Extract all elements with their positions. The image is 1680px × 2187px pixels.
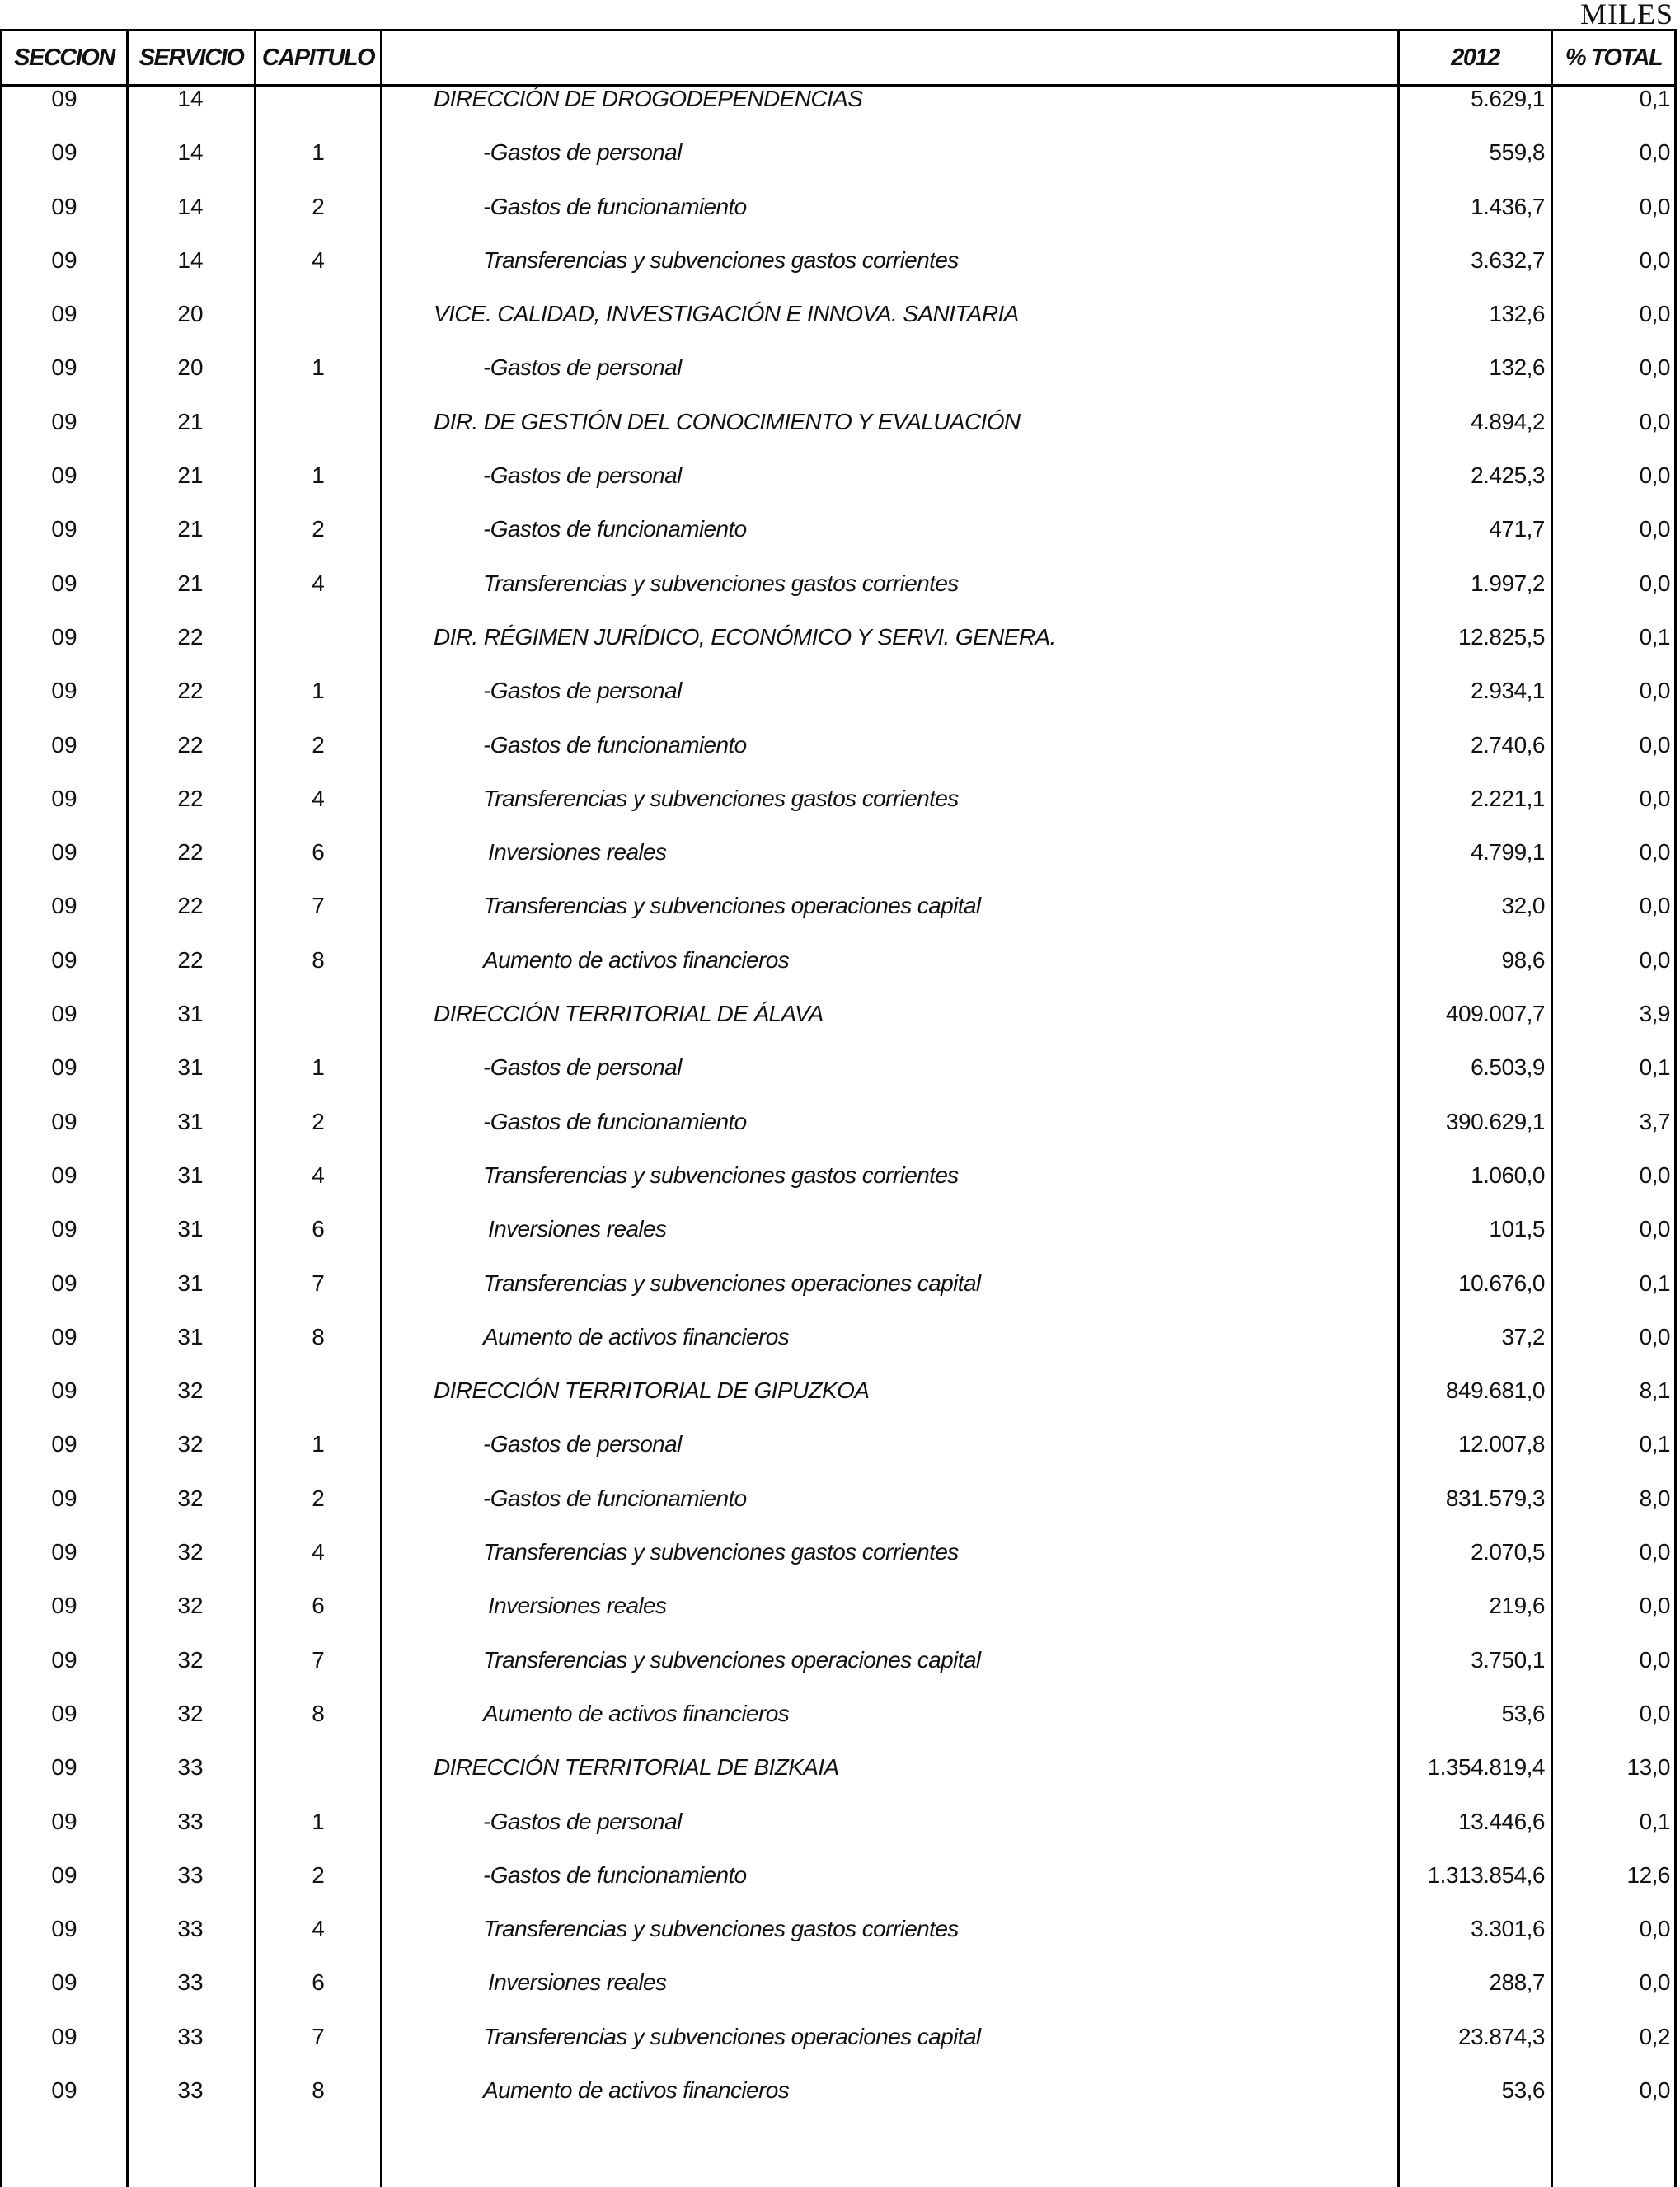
cell-capitulo: 4 [312,1916,325,1942]
cell-seccion: 09 [51,1431,77,1457]
cell-capitulo: 7 [312,2023,325,2049]
cell-pct-total: 8,1 [1639,1377,1670,1404]
cell-servicio: 33 [177,1861,204,1888]
table-row [0,2078,1677,2132]
cell-seccion: 09 [51,1593,77,1619]
table-row [0,517,1677,570]
cell-servicio: 14 [177,193,204,219]
cell-servicio: 32 [177,1539,204,1565]
cell-pct-total: 12,6 [1626,1861,1670,1888]
cell-value-2012: 132,6 [1489,301,1545,327]
cell-pct-total: 0,0 [1639,570,1670,596]
cell-pct-total: 0,0 [1639,408,1670,434]
cell-servicio: 33 [177,1916,204,1942]
cell-pct-total: 0,0 [1639,1323,1670,1349]
cell-value-2012: 5.629,1 [1471,86,1545,111]
cell-servicio: 22 [177,946,204,973]
cell-seccion: 09 [51,301,77,327]
cell-description: Inversiones reales [488,1216,667,1242]
cell-capitulo: 4 [312,246,325,273]
cell-value-2012: 3.632,7 [1471,246,1545,273]
table-row [0,1755,1677,1809]
cell-value-2012: 831.579,3 [1445,1485,1545,1511]
cell-value-2012: 2.221,1 [1471,785,1545,811]
table-row [0,1917,1677,1970]
cell-servicio: 22 [177,893,204,919]
cell-description: -Gastos de personal [483,1808,682,1834]
cell-value-2012: 23.874,3 [1458,2023,1545,2049]
cell-description: Inversiones reales [488,1969,667,1996]
cell-capitulo: 8 [312,2077,325,2103]
cell-pct-total: 8,0 [1639,1485,1670,1511]
cell-description: -Gastos de personal [483,462,682,489]
header-seccion: SECCION [14,45,115,71]
header-capitulo: CAPITULO [261,45,375,71]
cell-description: -Gastos de funcionamiento [483,1861,747,1888]
cell-seccion: 09 [51,354,77,381]
cell-description: -Gastos de funcionamiento [483,1485,747,1511]
table-row [0,571,1677,625]
cell-capitulo: 6 [312,1969,325,1996]
cell-capitulo: 1 [312,678,325,704]
cell-capitulo: 8 [312,1700,325,1726]
table-row [0,1809,1677,1863]
cell-description: DIRECCIÓN TERRITORIAL DE ÁLAVA [434,1001,824,1027]
cell-pct-total: 0,0 [1639,1216,1670,1242]
cell-pct-total: 0,2 [1639,2023,1670,2049]
cell-servicio: 31 [177,1054,204,1081]
cell-description: Transferencias y subvenciones gastos corrientes [483,570,959,596]
cell-seccion: 09 [51,893,77,919]
cell-servicio: 33 [177,1808,204,1834]
cell-capitulo: 7 [312,1646,325,1673]
cell-description: -Gastos de personal [483,139,682,166]
cell-description: Transferencias y subvenciones gastos corrientes [483,246,959,273]
table-row [0,1486,1677,1540]
cell-description: DIR. RÉGIMEN JURÍDICO, ECONÓMICO Y SERVI. GENERA. [434,623,1056,650]
cell-capitulo: 7 [312,1269,325,1296]
cell-seccion: 09 [51,1054,77,1081]
cell-seccion: 09 [51,246,77,273]
cell-value-2012: 1.313.854,6 [1427,1861,1545,1888]
cell-servicio: 22 [177,785,204,811]
cell-servicio: 32 [177,1593,204,1619]
cell-description: Transferencias y subvenciones operaciones capital [483,2023,981,2049]
cell-servicio: 21 [177,516,204,542]
cell-seccion: 09 [51,1969,77,1996]
cell-capitulo: 2 [312,1485,325,1511]
cell-value-2012: 2.740,6 [1471,731,1545,758]
unit-label: MILES [1580,0,1673,31]
cell-value-2012: 4.799,1 [1471,839,1545,866]
cell-value-2012: 849.681,0 [1445,1377,1545,1404]
cell-pct-total: 0,0 [1639,1162,1670,1188]
table-row [0,302,1677,355]
cell-seccion: 09 [51,86,77,111]
cell-description: Transferencias y subvenciones operaciones capital [483,1269,981,1296]
cell-seccion: 09 [51,408,77,434]
cell-seccion: 09 [51,678,77,704]
cell-servicio: 31 [177,1162,204,1188]
cell-pct-total: 0,0 [1639,1646,1670,1673]
table-row [0,87,1677,140]
cell-value-2012: 1.354.819,4 [1427,1754,1545,1781]
cell-capitulo: 8 [312,1323,325,1349]
cell-description: DIRECCIÓN TERRITORIAL DE GIPUZKOA [434,1377,870,1404]
cell-description: Transferencias y subvenciones operaciones capital [483,893,981,919]
cell-description: -Gastos de funcionamiento [483,516,747,542]
cell-servicio: 22 [177,623,204,650]
cell-capitulo: 2 [312,1108,325,1134]
cell-capitulo [256,1755,380,1780]
cell-seccion: 09 [51,1808,77,1834]
table-row [0,1378,1677,1432]
cell-capitulo: 1 [312,139,325,166]
cell-seccion: 09 [51,1001,77,1027]
cell-seccion: 09 [51,1377,77,1404]
cell-pct-total: 0,1 [1639,1431,1670,1457]
cell-value-2012: 132,6 [1489,354,1545,381]
cell-capitulo: 1 [312,462,325,489]
cell-capitulo: 4 [312,1539,325,1565]
table-row [0,248,1677,302]
header-servicio: SERVICIO [138,45,244,71]
cell-pct-total: 0,0 [1639,1593,1670,1619]
table-row [0,1432,1677,1485]
table-row [0,1055,1677,1109]
cell-value-2012: 12.007,8 [1458,1431,1545,1457]
cell-seccion: 09 [51,1323,77,1349]
cell-description: -Gastos de funcionamiento [483,731,747,758]
cell-description: Aumento de activos financieros [483,1323,790,1349]
cell-seccion: 09 [51,1700,77,1726]
table-row [0,1648,1677,1701]
cell-description: Transferencias y subvenciones gastos corrientes [483,1162,959,1188]
cell-description: DIRECCIÓN TERRITORIAL DE BIZKAIA [434,1754,839,1781]
header-description [382,31,1397,84]
cell-capitulo: 1 [312,1808,325,1834]
table-row [0,2025,1677,2078]
table-row [0,1325,1677,1378]
cell-capitulo: 6 [312,1593,325,1619]
cell-description: Aumento de activos financieros [483,946,790,973]
cell-seccion: 09 [51,1916,77,1942]
table-row [0,948,1677,1002]
cell-value-2012: 2.425,3 [1471,462,1545,489]
cell-value-2012: 4.894,2 [1471,408,1545,434]
table-row [0,625,1677,678]
cell-value-2012: 6.503,9 [1471,1054,1545,1081]
cell-pct-total: 0,0 [1639,1539,1670,1565]
cell-value-2012: 37,2 [1501,1323,1545,1349]
cell-servicio: 14 [177,139,204,166]
cell-seccion: 09 [51,1539,77,1565]
cell-pct-total: 0,0 [1639,1916,1670,1942]
cell-description: Aumento de activos financieros [483,1700,790,1726]
cell-capitulo: 4 [312,1162,325,1188]
table-body [0,87,1677,2132]
cell-servicio: 31 [177,1269,204,1296]
table-row [0,1701,1677,1755]
table-row [0,355,1677,409]
table-row [0,140,1677,194]
cell-capitulo [256,302,380,326]
cell-seccion: 09 [51,1485,77,1511]
cell-capitulo [256,410,380,434]
table-row [0,195,1677,248]
cell-description: DIR. DE GESTIÓN DEL CONOCIMIENTO Y EVALUACIÓN [434,408,1021,434]
cell-value-2012: 13.446,6 [1458,1808,1545,1834]
cell-value-2012: 3.750,1 [1471,1646,1545,1673]
cell-value-2012: 1.060,0 [1471,1162,1545,1188]
cell-seccion: 09 [51,2077,77,2103]
cell-servicio: 31 [177,1323,204,1349]
cell-capitulo: 2 [312,516,325,542]
cell-capitulo: 1 [312,1431,325,1457]
cell-seccion: 09 [51,1861,77,1888]
cell-value-2012: 1.997,2 [1471,570,1545,596]
cell-seccion: 09 [51,946,77,973]
cell-value-2012: 2.934,1 [1471,678,1545,704]
cell-pct-total: 0,0 [1639,946,1670,973]
table-row [0,1163,1677,1217]
cell-capitulo: 7 [312,893,325,919]
cell-seccion: 09 [51,1646,77,1673]
cell-seccion: 09 [51,193,77,219]
header-year: 2012 [1451,45,1499,71]
cell-servicio: 31 [177,1108,204,1134]
cell-capitulo [256,87,380,111]
cell-servicio: 14 [177,246,204,273]
cell-servicio: 33 [177,2077,204,2103]
cell-seccion: 09 [51,1162,77,1188]
cell-value-2012: 32,0 [1501,893,1545,919]
cell-seccion: 09 [51,139,77,166]
cell-pct-total: 0,0 [1639,246,1670,273]
cell-servicio: 31 [177,1216,204,1242]
cell-capitulo: 8 [312,946,325,973]
cell-capitulo [256,1378,380,1403]
table-row [0,733,1677,786]
cell-pct-total: 0,1 [1639,1269,1670,1296]
cell-value-2012: 12.825,5 [1458,623,1545,650]
cell-seccion: 09 [51,785,77,811]
cell-capitulo [256,625,380,650]
cell-pct-total: 0,0 [1639,301,1670,327]
cell-description: VICE. CALIDAD, INVESTIGACIÓN E INNOVA. SANITARIA [434,301,1019,327]
table-row [0,410,1677,463]
cell-seccion: 09 [51,516,77,542]
cell-description: Transferencias y subvenciones gastos corrientes [483,785,959,811]
cell-value-2012: 219,6 [1489,1593,1545,1619]
table-row [0,1002,1677,1055]
cell-servicio: 33 [177,1969,204,1996]
cell-pct-total: 0,0 [1639,1969,1670,1996]
cell-pct-total: 0,0 [1639,731,1670,758]
cell-description: Transferencias y subvenciones gastos corrientes [483,1539,959,1565]
cell-servicio: 20 [177,301,204,327]
cell-seccion: 09 [51,1269,77,1296]
cell-pct-total: 0,0 [1639,839,1670,866]
cell-value-2012: 409.007,7 [1445,1001,1545,1027]
cell-servicio: 31 [177,1001,204,1027]
cell-servicio: 22 [177,678,204,704]
cell-servicio: 32 [177,1377,204,1404]
cell-pct-total: 0,0 [1639,785,1670,811]
cell-pct-total: 0,1 [1639,1054,1670,1081]
table-row [0,1970,1677,2024]
table-row [0,1271,1677,1325]
table-row [0,894,1677,947]
cell-description: -Gastos de funcionamiento [483,193,747,219]
cell-servicio: 32 [177,1431,204,1457]
cell-pct-total: 0,0 [1639,1700,1670,1726]
cell-capitulo [256,1002,380,1026]
cell-seccion: 09 [51,839,77,866]
cell-value-2012: 10.676,0 [1458,1269,1545,1296]
cell-pct-total: 0,0 [1639,193,1670,219]
cell-seccion: 09 [51,731,77,758]
cell-servicio: 33 [177,1754,204,1781]
cell-description: Inversiones reales [488,1593,667,1619]
cell-pct-total: 0,0 [1639,678,1670,704]
cell-pct-total: 0,1 [1639,623,1670,650]
cell-capitulo: 6 [312,1216,325,1242]
cell-servicio: 33 [177,2023,204,2049]
cell-pct-total: 0,1 [1639,1808,1670,1834]
cell-value-2012: 1.436,7 [1471,193,1545,219]
cell-description: -Gastos de personal [483,678,682,704]
cell-description: DIRECCIÓN DE DROGODEPENDENCIAS [434,86,863,111]
cell-capitulo: 1 [312,354,325,381]
cell-servicio: 22 [177,731,204,758]
cell-pct-total: 0,0 [1639,354,1670,381]
cell-servicio: 22 [177,839,204,866]
cell-servicio: 21 [177,570,204,596]
cell-seccion: 09 [51,1754,77,1781]
cell-seccion: 09 [51,2023,77,2049]
cell-capitulo: 1 [312,1054,325,1081]
cell-value-2012: 471,7 [1489,516,1545,542]
cell-value-2012: 2.070,5 [1471,1539,1545,1565]
cell-pct-total: 13,0 [1626,1754,1670,1781]
cell-description: Aumento de activos financieros [483,2077,790,2103]
table-row [0,1540,1677,1593]
table-row [0,1863,1677,1917]
cell-servicio: 32 [177,1646,204,1673]
table-row [0,786,1677,840]
cell-pct-total: 0,0 [1639,516,1670,542]
cell-capitulo: 4 [312,570,325,596]
cell-servicio: 20 [177,354,204,381]
table-row [0,1110,1677,1163]
cell-value-2012: 53,6 [1501,1700,1545,1726]
cell-value-2012: 3.301,6 [1471,1916,1545,1942]
cell-value-2012: 101,5 [1489,1216,1545,1242]
cell-pct-total: 0,0 [1639,462,1670,489]
header-pct-total: % TOTAL [1565,45,1663,71]
cell-seccion: 09 [51,1108,77,1134]
cell-description: -Gastos de personal [483,1431,682,1457]
cell-value-2012: 288,7 [1489,1969,1545,1996]
cell-pct-total: 3,9 [1639,1001,1670,1027]
cell-description: -Gastos de personal [483,354,682,381]
cell-description: -Gastos de funcionamiento [483,1108,747,1134]
cell-capitulo: 2 [312,193,325,219]
cell-description: Transferencias y subvenciones gastos corrientes [483,1916,959,1942]
cell-value-2012: 98,6 [1501,946,1545,973]
cell-pct-total: 0,0 [1639,893,1670,919]
table-row [0,678,1677,732]
table-row [0,1217,1677,1270]
cell-servicio: 32 [177,1485,204,1511]
cell-seccion: 09 [51,570,77,596]
cell-servicio: 14 [177,86,204,111]
cell-description: -Gastos de personal [483,1054,682,1081]
cell-description: Transferencias y subvenciones operaciones capital [483,1646,981,1673]
cell-value-2012: 559,8 [1489,139,1545,166]
cell-capitulo: 2 [312,731,325,758]
cell-pct-total: 0,1 [1639,86,1670,111]
cell-description: Inversiones reales [488,839,667,866]
cell-seccion: 09 [51,462,77,489]
table-row [0,1593,1677,1647]
cell-capitulo: 6 [312,839,325,866]
cell-pct-total: 3,7 [1639,1108,1670,1134]
cell-value-2012: 390.629,1 [1445,1108,1545,1134]
table-row [0,840,1677,894]
cell-capitulo: 4 [312,785,325,811]
cell-seccion: 09 [51,623,77,650]
cell-pct-total: 0,0 [1639,2077,1670,2103]
table-header [0,29,1677,87]
cell-servicio: 21 [177,462,204,489]
cell-servicio: 32 [177,1700,204,1726]
cell-pct-total: 0,0 [1639,139,1670,166]
cell-capitulo: 2 [312,1861,325,1888]
cell-value-2012: 53,6 [1501,2077,1545,2103]
table-row [0,463,1677,517]
cell-servicio: 21 [177,408,204,434]
cell-seccion: 09 [51,1216,77,1242]
